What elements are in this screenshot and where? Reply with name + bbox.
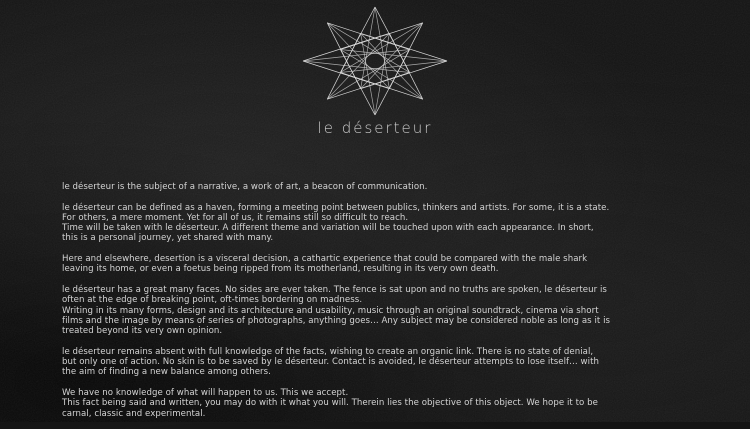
text-paragraph (62, 203, 702, 244)
text-paragraph (62, 388, 702, 419)
text-line: often at the edge of breaking point, oft-times bordering on madness. (62, 295, 363, 306)
about-text (62, 182, 702, 429)
text-line: This fact being said and written, you may do with it what you will. Therein lies the objective of this object. We hope it to be (62, 398, 598, 409)
text-line: le déserteur is the subject of a narrative, a work of art, a beacon of communication. (62, 182, 428, 192)
text-line: We have no knowledge of what will happen to us. This we accept. (62, 387, 349, 398)
text-line: but only one of action. No skin is to be saved by le déserteur. Contact is avoided, le déserteur attempts to lose itself… with (62, 357, 599, 368)
brand-title: le déserteur (317, 119, 433, 137)
text-line: le déserteur can be defined as a haven, forming a meeting point between publics, thinkers and artists. For some, it is a state. (62, 202, 610, 213)
text-line: carnal, classic and experimental. (62, 408, 206, 419)
text-line: le déserteur has a great many faces. No sides are ever taken. The fence is sat upon and no truths are spoken, le déserteur is (62, 284, 607, 295)
text-line: le déserteur remains absent with full knowledge of the facts, wishing to create an organic link. There is no state of denial, (62, 346, 594, 357)
text-paragraph (62, 254, 702, 275)
text-paragraph (62, 182, 702, 192)
text-line: For others, a mere moment. Yet for all of us, it remains still so difficult to reach. (62, 212, 409, 223)
text-line: films and the image by means of series of photographs, anything goes… Any subject may be considered noble as long as it is (62, 315, 611, 326)
starburst-logo-icon (302, 6, 448, 116)
text-line: Writing in its many forms, design and its architecture and usability, music through an original soundtrack, cinema via short (62, 305, 599, 316)
text-paragraph (62, 285, 702, 336)
text-line: Here and elsewhere, desertion is a visceral decision, a cathartic experience that could be compared with the male shark (62, 254, 588, 265)
text-line: Time will be taken with le déserteur. A different theme and variation will be touched upon with each appearance. In short, (62, 223, 594, 234)
text-line: leaving its home, or even a foetus being ripped from its motherland, resulting in its very own death. (62, 264, 499, 275)
text-paragraph (62, 347, 702, 378)
text-line: treated beyond its very own opinion. (62, 326, 223, 337)
text-line: this is a personal journey, yet shared with many. (62, 233, 274, 244)
text-line: the aim of finding a new balance among others. (62, 367, 271, 378)
